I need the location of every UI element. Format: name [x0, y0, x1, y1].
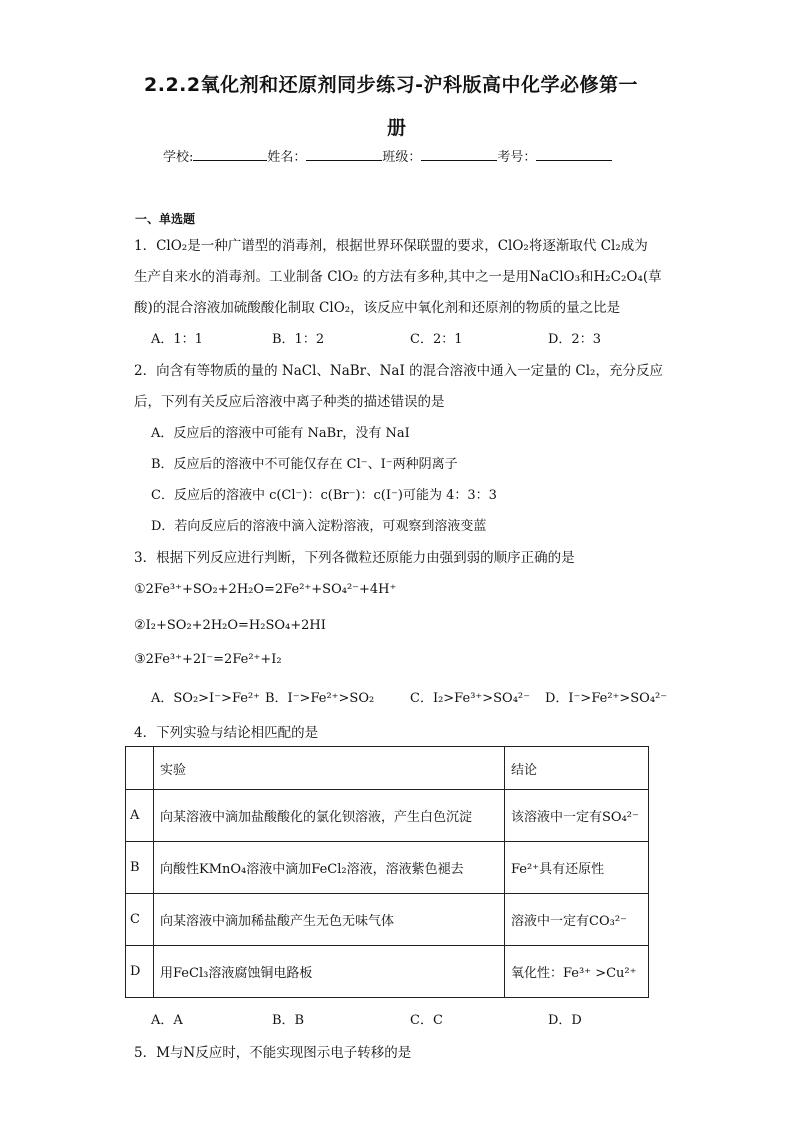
table-row — [126, 790, 649, 842]
q2-option-b[interactable]: B．反应后的溶液中不可能仅存在 Cl⁻、I⁻两种阴离子 — [151, 457, 458, 472]
page-title-line1: 2.2.2氧化剂和还原剂同步练习-沪科版高中化学必修第一 — [144, 74, 638, 96]
number-blank[interactable] — [536, 147, 612, 161]
row-label: C — [126, 894, 154, 946]
table-header-blank — [126, 747, 154, 790]
q2-option-a[interactable]: A．反应后的溶液中可能有 NaBr，没有 NaI — [151, 426, 410, 441]
table-header-row — [126, 747, 649, 790]
q2-option-c[interactable]: C．反应后的溶液中 c(Cl⁻)：c(Br⁻)：c(I⁻)可能为 4：3：3 — [151, 488, 497, 503]
name-label: 姓名： — [267, 150, 307, 165]
q4-option-a[interactable]: A．A — [151, 1013, 183, 1028]
q1-option-d[interactable]: D．2：3 — [548, 332, 601, 347]
row-conclusion: 溶液中一定有CO₃²⁻ — [505, 894, 649, 946]
q3-option-a[interactable]: A．SO₂>I⁻>Fe²⁺ — [151, 691, 261, 706]
number-label: 考号： — [497, 150, 537, 165]
q4-stem: 4．下列实验与结论相匹配的是 — [134, 725, 319, 741]
q3-equation-2: ②I₂+SO₂+2H₂O=H₂SO₄+2HI — [134, 618, 326, 633]
q3-stem: 3．根据下列反应进行判断，下列各微粒还原能力由强到弱的顺序正确的是 — [134, 550, 575, 566]
q2-stem-line1: 2．向含有等物质的量的 NaCl、NaBr、NaI 的混合溶液中通入一定量的 Cl₂，充分反应 — [134, 363, 663, 379]
row-experiment: 向某溶液中滴加盐酸酸化的氯化钡溶液，产生白色沉淀 — [154, 790, 505, 842]
row-experiment: 向某溶液中滴加稀盐酸产生无色无味气体 — [154, 894, 505, 946]
row-label: B — [126, 842, 154, 894]
q4-option-b[interactable]: B．B — [272, 1013, 305, 1028]
name-blank[interactable] — [306, 147, 382, 161]
row-label: D — [126, 946, 154, 998]
row-experiment: 向酸性KMnO₄溶液中滴加FeCl₂溶液，溶液紫色褪去 — [154, 842, 505, 894]
q2-stem-line2: 后，下列有关反应后溶液中离子种类的描述错误的是 — [134, 394, 445, 410]
row-label: A — [126, 790, 154, 842]
q3-option-d[interactable]: D．I⁻>Fe²⁺>SO₄²⁻ — [545, 691, 668, 706]
q3-option-b[interactable]: B．I⁻>Fe²⁺>SO₂ — [265, 691, 375, 706]
class-label: 班级： — [382, 150, 422, 165]
student-info-row — [163, 146, 612, 165]
row-conclusion: 氧化性：Fe³⁺ >Cu²⁺ — [505, 946, 649, 998]
section-heading: 一、单选题 — [135, 212, 196, 226]
table-header-experiment: 实验 — [154, 747, 505, 790]
table-row — [126, 946, 649, 998]
school-label: 学校: — [163, 150, 194, 165]
q4-option-d[interactable]: D．D — [548, 1013, 582, 1028]
q3-option-c[interactable]: C．I₂>Fe³⁺>SO₄²⁻ — [410, 691, 531, 706]
table-row — [126, 842, 649, 894]
q5-stem: 5．M与N反应时，不能实现图示电子转移的是 — [134, 1045, 412, 1061]
q1-option-a[interactable]: A．1：1 — [151, 332, 203, 347]
table-row — [126, 894, 649, 946]
q3-equation-3: ③2Fe³⁺+2I⁻=2Fe²⁺+I₂ — [134, 652, 282, 667]
row-conclusion: Fe²⁺具有还原性 — [505, 842, 649, 894]
q1-stem-line2: 生产自来水的消毒剂。工业制备 ClO₂ 的方法有多种,其中之一是用NaClO₃和H₂C₂O₄(草 — [134, 269, 662, 285]
q3-equation-1: ①2Fe³⁺+SO₂+2H₂O=2Fe²⁺+SO₄²⁻+4H⁺ — [134, 582, 397, 597]
row-experiment: 用FeCl₃溶液腐蚀铜电路板 — [154, 946, 505, 998]
table-header-conclusion: 结论 — [505, 747, 649, 790]
experiment-table — [125, 746, 649, 998]
q1-option-b[interactable]: B．1：2 — [272, 332, 325, 347]
q1-stem-line3: 酸)的混合溶液加硫酸酸化制取 ClO₂，该反应中氧化剂和还原剂的物质的量之比是 — [134, 300, 621, 316]
q2-option-d[interactable]: D．若向反应后的溶液中滴入淀粉溶液，可观察到溶液变蓝 — [151, 519, 487, 534]
q1-stem-line1: 1．ClO₂是一种广谱型的消毒剂，根据世界环保联盟的要求，ClO₂将逐渐取代 Cl₂成为 — [134, 238, 648, 254]
q1-option-c[interactable]: C．2：1 — [410, 332, 463, 347]
q4-option-c[interactable]: C．C — [410, 1013, 443, 1028]
row-conclusion: 该溶液中一定有SO₄²⁻ — [505, 790, 649, 842]
class-blank[interactable] — [421, 147, 497, 161]
page-title-line2: 册 — [387, 117, 407, 139]
school-blank[interactable] — [193, 147, 267, 161]
